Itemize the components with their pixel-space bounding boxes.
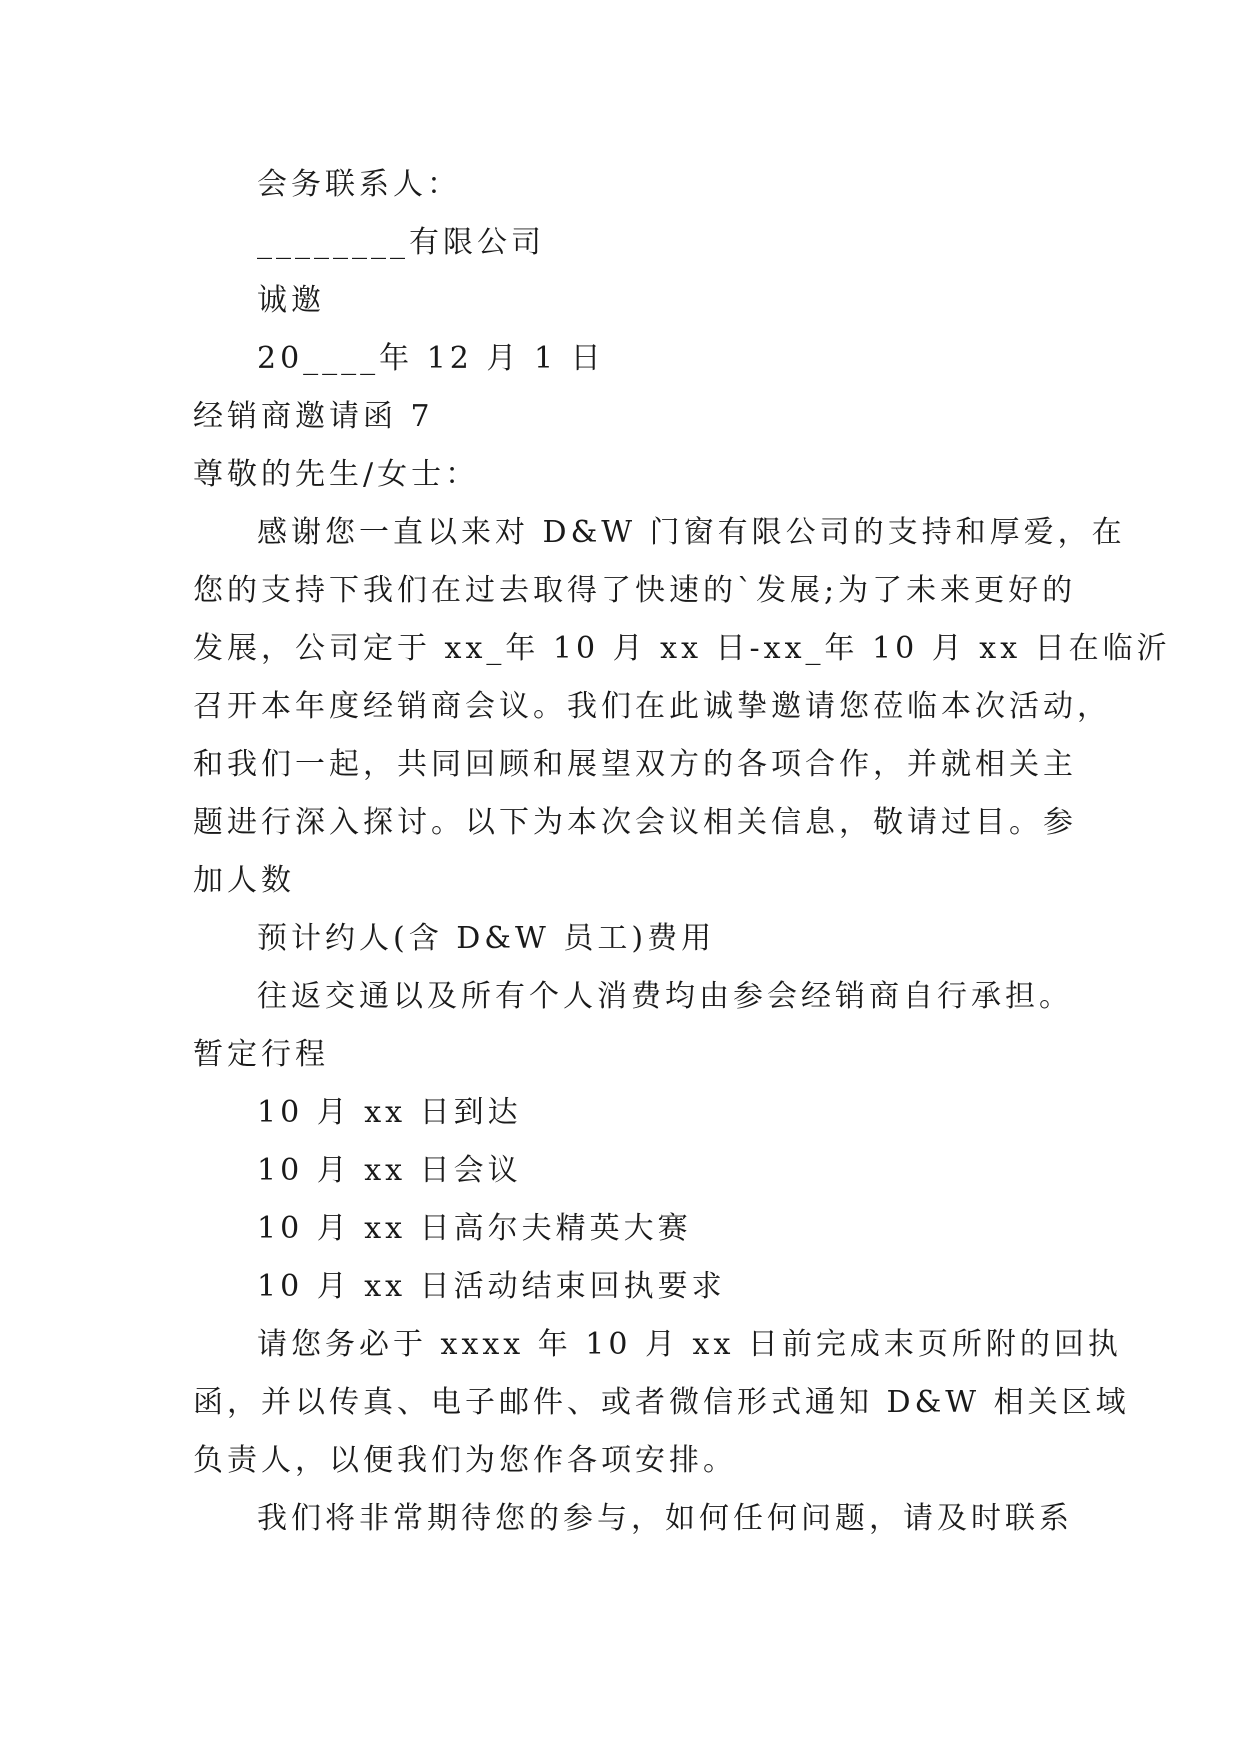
schedule-heading: 暂定行程 [193,1037,329,1072]
section-title: 经销商邀请函 7 [193,399,434,434]
reply-line: 请您务必于 xxxx 年 10 月 xx 日前完成末页所附的回执 [257,1327,1122,1362]
schedule-item: 10 月 xx 日到达 [257,1095,522,1130]
attendance-line: 预计约人(含 D&W 员工)费用 [257,921,716,956]
cost-line: 往返交通以及所有个人消费均由参会经销商自行承担。 [257,979,1073,1014]
body-line: 和我们一起，共同回顾和展望双方的各项合作，并就相关主 [193,747,1077,782]
company-line: ________有限公司 [257,225,545,260]
schedule-item: 10 月 xx 日会议 [257,1153,522,1188]
contact-line: 会务联系人： [257,167,461,202]
body-line: 题进行深入探讨。以下为本次会议相关信息，敬请过目。参 [193,805,1077,840]
reply-line: 负责人，以便我们为您作各项安排。 [193,1443,737,1478]
schedule-item: 10 月 xx 日活动结束回执要求 [257,1269,726,1304]
schedule-item: 10 月 xx 日高尔夫精英大赛 [257,1211,692,1246]
salutation: 尊敬的先生/女士： [193,457,480,492]
body-line: 您的支持下我们在过去取得了快速的`发展;为了未来更好的 [193,573,1077,608]
sincerely-line: 诚邀 [257,283,325,318]
body-line: 感谢您一直以来对 D&W 门窗有限公司的支持和厚爱，在 [257,515,1126,550]
closing-line: 我们将非常期待您的参与，如何任何问题，请及时联系 [257,1501,1073,1536]
body-line: 发展，公司定于 xx_年 10 月 xx 日-xx_年 10 月 xx 日在临沂 [193,631,1171,666]
body-line: 召开本年度经销商会议。我们在此诚挚邀请您莅临本次活动， [193,689,1111,724]
reply-line: 函，并以传真、电子邮件、或者微信形式通知 D&W 相关区域 [193,1385,1130,1420]
date-line: 20____年 12 月 1 日 [257,341,605,376]
attendance-heading: 加人数 [193,863,295,898]
